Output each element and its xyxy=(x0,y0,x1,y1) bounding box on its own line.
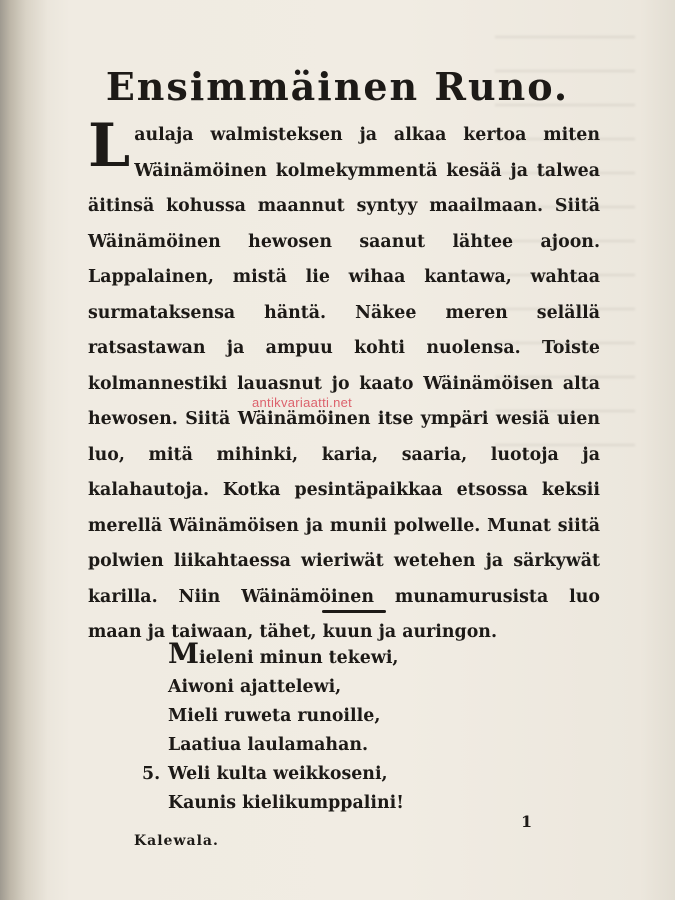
verse-text: Weli kulta weikkoseni, xyxy=(168,764,388,784)
summary-text: aulaja walmisteksen ja alkaa kertoa miten Wäinämöinen kolmekymmentä kesää ja talwea äitinsä kohussa maannut syntyy maailmaan. Siitä Wäinämöinen hewosen saanut lähtee ajoon. Lappalainen, mistä lie wihaa kantawa, wahtaa surmataksensa häntä. Näkee meren selällä ratsastawan ja ampuu kohti nuolensa. Toiste kolmannestiki lauasnut jo kaato Wäinämöisen alta hewosen. Siitä Wäinämöinen itse ympäri wesiä uien luo, mitä mihinki, karia, saaria, luotoja ja kalahautoja. Kotka pesintäpaikkaa etsossa keksii merellä Wäinämöisen ja munii polwelle. Munat siitä polwien liikahtaessa wieriwät wetehen ja särkywät karilla. Niin Wäinämöinen munamurusista luo maan ja taiwaan, tähet, kuun ja auringon. xyxy=(88,125,600,642)
verse-line-5 xyxy=(142,760,404,789)
verse-initial: M xyxy=(168,637,199,670)
ornamental-rule xyxy=(322,610,386,613)
drop-cap: L xyxy=(88,111,131,181)
signature-mark: Kalewala. xyxy=(134,833,219,849)
page-number: 1 xyxy=(521,812,533,831)
watermark: antikvariaatti.net xyxy=(252,395,353,410)
chapter-summary xyxy=(88,111,600,651)
verse-line-3 xyxy=(168,702,404,731)
verse-number: 5. xyxy=(142,764,161,784)
verse-text: Laatiua laulamahan. xyxy=(168,735,369,755)
verse-text: Mieli ruweta runoille, xyxy=(168,706,381,726)
verse-line-1 xyxy=(168,637,404,673)
verse-text: Kaunis kielikumppalini! xyxy=(168,793,404,813)
verse-text: ieleni minun tekewi, xyxy=(199,648,399,668)
verse-line-2 xyxy=(168,673,404,702)
verse-block xyxy=(142,637,404,818)
verse-line-6 xyxy=(168,789,404,818)
chapter-heading: Ensimmäinen Runo. xyxy=(105,64,570,109)
verse-text: Aiwoni ajattelewi, xyxy=(168,677,342,697)
verse-line-4 xyxy=(168,731,404,760)
